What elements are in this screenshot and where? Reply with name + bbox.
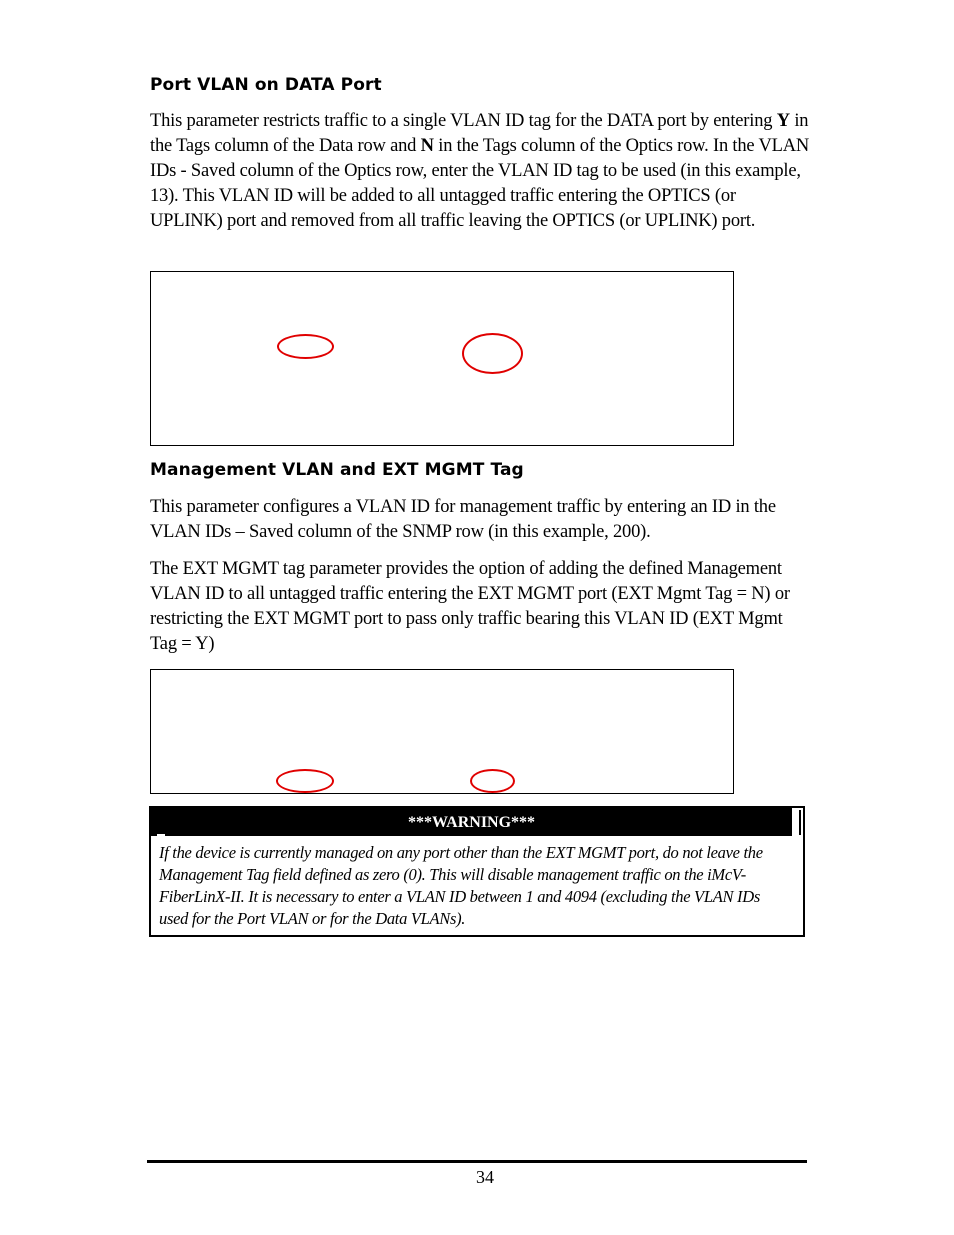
section-heading-port-vlan: Port VLAN on DATA Port	[150, 75, 382, 95]
port-vlan-screenshot-figure	[150, 271, 734, 446]
warning-title: ***WARNING***	[151, 808, 792, 836]
port-vlan-text-1: This parameter restricts traffic to a single VLAN ID tag for the DATA port by entering	[150, 111, 777, 131]
highlight-circle-tags	[277, 334, 334, 359]
mgmt-vlan-screenshot-figure	[150, 669, 734, 794]
warning-body-text: If the device is currently managed on any port other than the EXT MGMT port, do not leave the Management Tag field defined as zero (0). This will disable management traffic on the iMcV-FiberLinX-II. It is necessary to enter a VLAN ID between 1 and 4094 (excluding the VLAN IDs used for the Port VLAN or for the Data VLANs).	[159, 843, 763, 928]
port-vlan-text-2: in the Tags column of the Data row and	[150, 111, 809, 156]
warning-box	[149, 806, 805, 937]
section-heading-mgmt-vlan: Management VLAN and EXT MGMT Tag	[150, 460, 524, 480]
highlight-circle-mgmt-id	[276, 769, 334, 793]
ext-mgmt-tag-description: The EXT MGMT tag parameter provides the option of adding the defined Management VLAN ID to all untagged traffic entering the EXT MGMT port (EXT Mgmt Tag = N) or restricting the EXT MGMT port to pass only traffic bearing this VLAN ID (EXT Mgmt Tag = Y)	[150, 559, 790, 654]
page-number: 34	[476, 1167, 494, 1187]
highlight-circle-ext-mgmt-tag	[470, 769, 515, 793]
warning-header-edge	[793, 810, 801, 835]
footer-rule	[147, 1160, 807, 1163]
port-vlan-description	[150, 109, 810, 234]
highlight-circle-vlan-id	[462, 333, 523, 374]
port-vlan-bold-y: Y	[776, 111, 790, 131]
port-vlan-bold-n: N	[420, 136, 434, 156]
port-vlan-text-3: in the Tags column of the Optics row. In the VLAN IDs - Saved column of the Optics row, enter the VLAN ID tag to be used (in this example, 13). This VLAN ID will be added to all untagged traffic entering the OPTICS (or UPLINK) port and removed from all traffic leaving the OPTICS (or UPLINK) port.	[150, 136, 810, 231]
mgmt-vlan-description: This parameter configures a VLAN ID for management traffic by entering an ID in the VLAN IDs – Saved column of the SNMP row (in this example, 200).	[150, 497, 776, 542]
warning-header-corner	[157, 834, 165, 836]
